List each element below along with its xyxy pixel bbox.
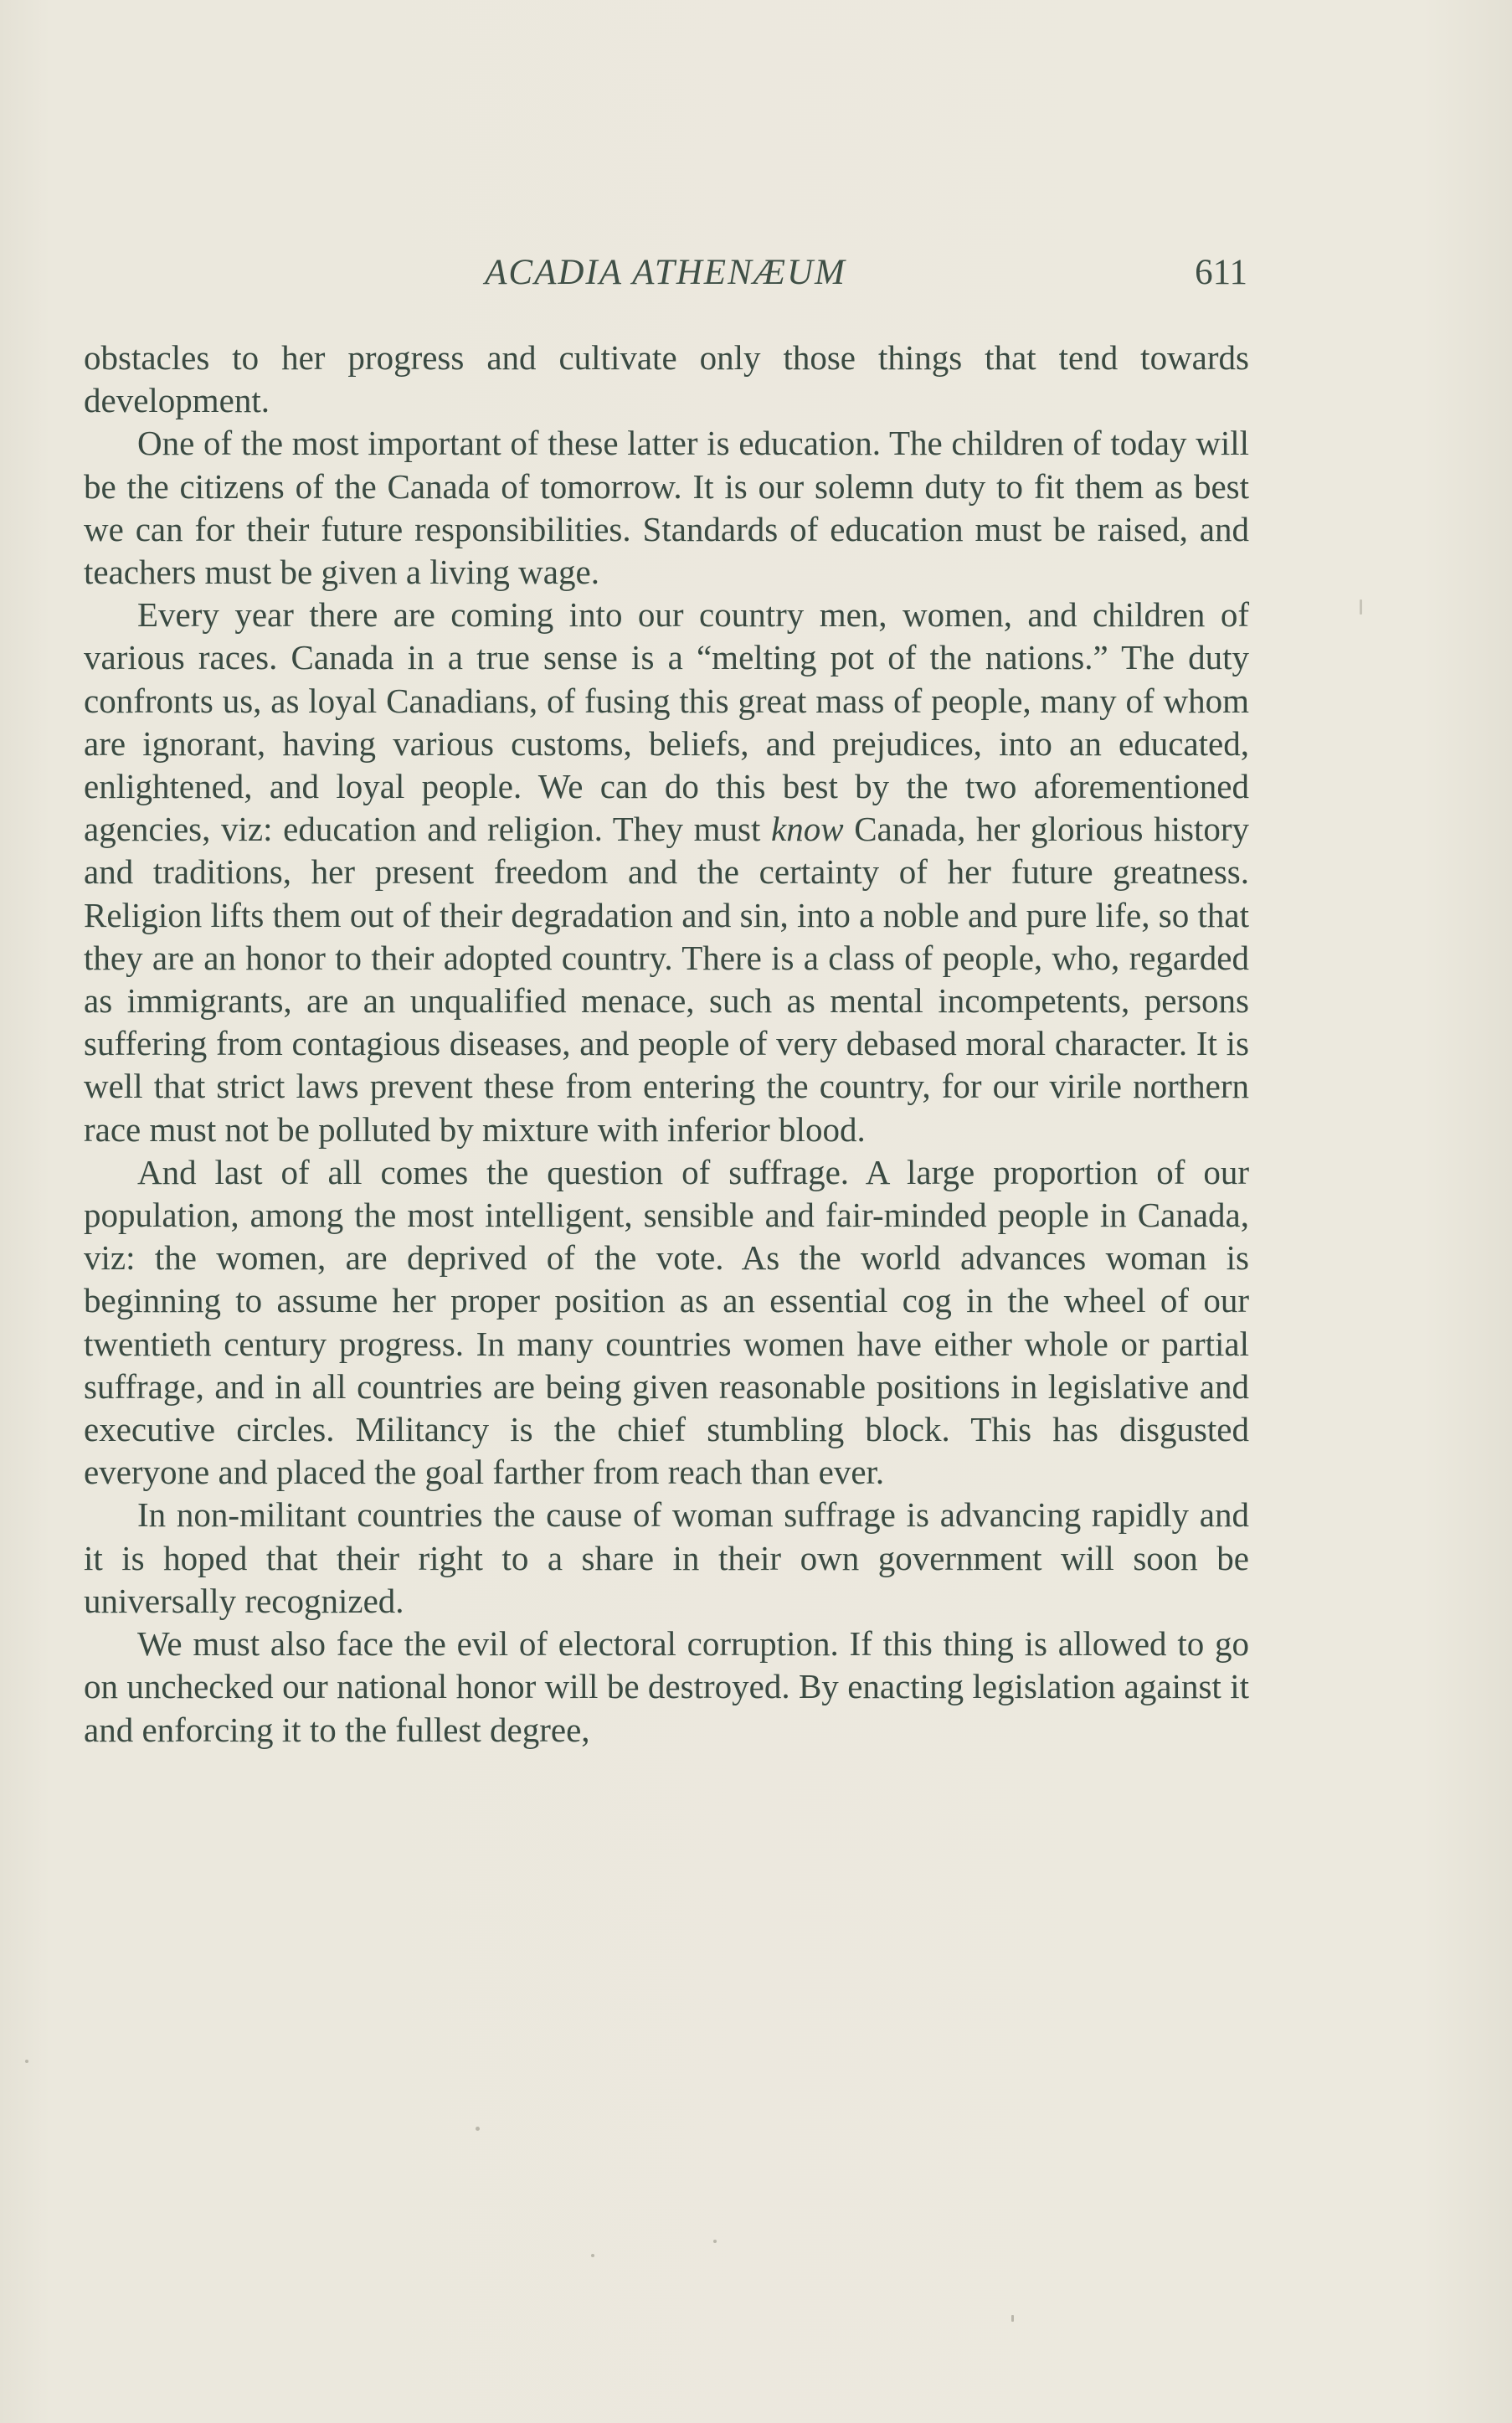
running-head <box>84 248 1247 298</box>
body-text <box>84 337 1249 1752</box>
paper-speck <box>591 2254 594 2257</box>
paragraph: One of the most important of these latter is education. The children of today will be the citizens of the Canada of tomorrow. It is our solemn duty to fit them as best we can for their future responsibilities. Standards of education must be raised, and teachers must be given a living wage. <box>84 424 1249 592</box>
paragraph: obstacles to her progress and cultivate only those things that tend towards development. <box>84 338 1249 420</box>
paper-speck <box>1011 2315 1014 2322</box>
paragraph: We must also face the evil of electoral corruption. If this thing is allowed to go on unchecked our national honor will be destroyed. By enacting legislation against it and enforcing it to the fullest degree, <box>84 1624 1249 1749</box>
paper-speck <box>1360 599 1362 615</box>
paragraph-text: Canada, her glorious history and traditions, her present freedom and the certainty of her future greatness. Religion lifts them out of their degradation and sin, into a noble and pure life, so that they are an honor to their adopted country. There is a class of people, who, regarded as immigrants, are an unqualified menace, such as mental incompetents, persons suffering from contagious diseases, and people of very debased moral character. It is well that strict laws prevent these from entering the country, for our virile northern race must not be polluted by mixture with inferior blood. <box>84 810 1249 1149</box>
journal-title: ACADIA ATHENÆUM <box>485 253 846 292</box>
emphasized-word: know <box>771 810 844 849</box>
paper-speck <box>476 2127 480 2131</box>
paragraph: In non-militant countries the cause of woman suffrage is advancing rapidly and it is hoped that their right to a share in their own government will soon be universally recognized. <box>84 1495 1249 1620</box>
paragraph: And last of all comes the question of suffrage. A large proportion of our population, among the most intelligent, sensible and fair-minded people in Canada, viz: the women, are deprived of the vote. As the world advances woman is beginning to assume her proper position as an essential cog in the wheel of our twentieth century progress. In many countries women have either whole or partial suffrage, and in all countries are being given reasonable positions in legislative and executive circles. Militancy is the chief stumbling block. This has disgusted everyone and placed the goal farther from reach than ever. <box>84 1152 1249 1492</box>
paper-speck <box>713 2240 717 2243</box>
paper-speck <box>25 2060 28 2063</box>
paragraph <box>84 594 1249 1151</box>
page-number: 611 <box>1195 253 1247 292</box>
paragraph-text: Every year there are coming into our country men, women, and children of various races. Canada in a true sense is a “melting pot of the nations.” The duty confronts us, as loyal Canadians, of fusing this great mass of people, many of whom are ignorant, having various customs, beliefs, and prejudices, into an educated, enlightened, and loyal people. We can do this best by the two aforementioned agencies, viz: education and religion. They must <box>84 595 1249 849</box>
